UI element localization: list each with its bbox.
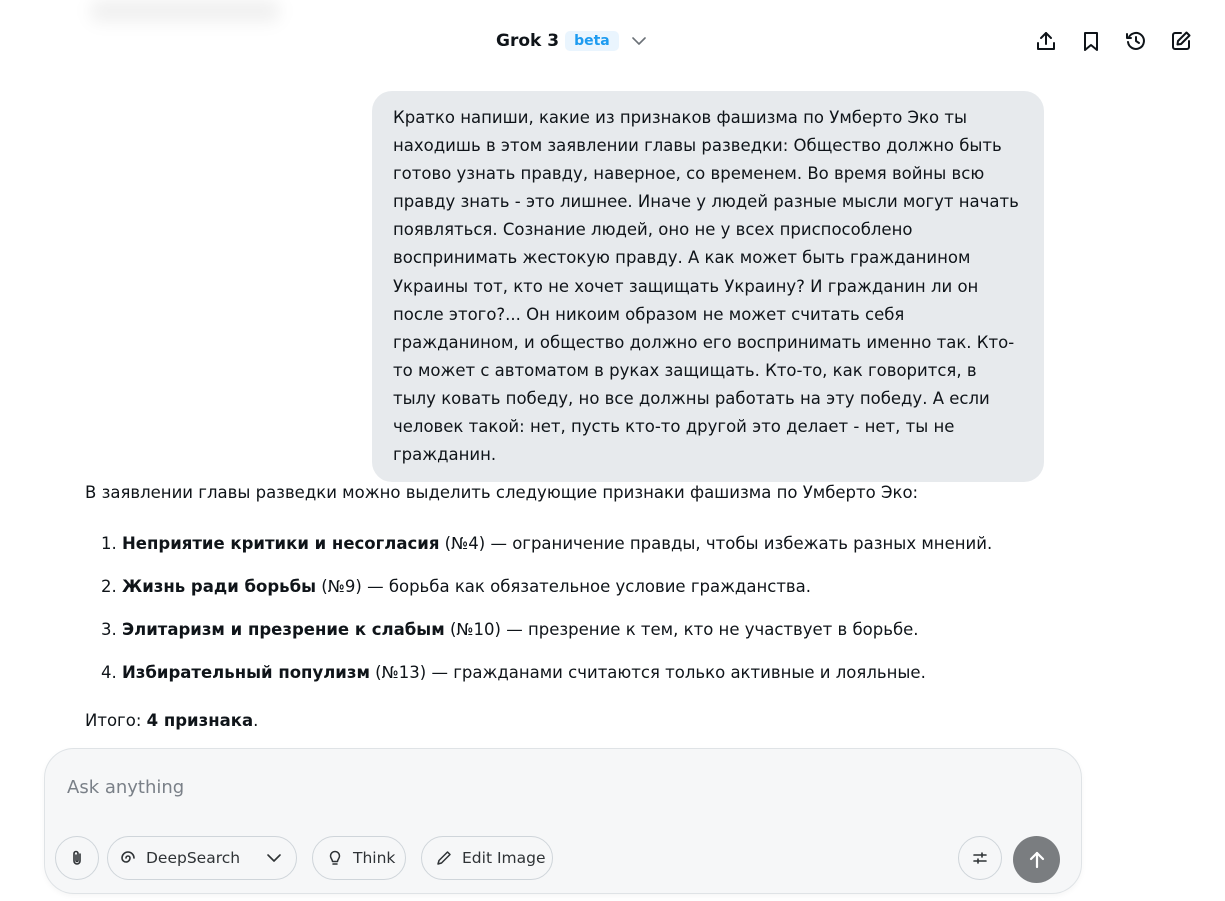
list-item-title: Элитаризм и презрение к слабым xyxy=(122,620,445,639)
summary-bold: 4 признака xyxy=(146,711,254,730)
attach-button[interactable] xyxy=(55,836,99,880)
list-item-title: Неприятие критики и несогласия xyxy=(122,534,440,553)
pencil-icon xyxy=(435,849,453,867)
response-list xyxy=(85,529,1085,688)
summary-suffix: . xyxy=(253,711,259,730)
ask-input[interactable] xyxy=(65,771,969,803)
response-intro: В заявлении главы разведки можно выделить следующие признаки фашизма по Умберто Эко: xyxy=(85,483,919,502)
header-actions xyxy=(1034,26,1193,56)
response-summary xyxy=(85,706,1085,736)
composer xyxy=(44,748,1082,894)
list-item xyxy=(122,615,1085,645)
settings-button[interactable] xyxy=(958,836,1002,880)
edit-image-button[interactable] xyxy=(421,836,553,880)
think-label: Think xyxy=(353,849,396,867)
model-name: Grok 3 xyxy=(496,31,560,51)
think-button[interactable] xyxy=(312,836,406,880)
summary-prefix: Итого: xyxy=(85,711,147,730)
list-item xyxy=(122,572,1085,602)
edit-image-label: Edit Image xyxy=(462,849,546,867)
arrow-up-icon xyxy=(1026,849,1048,871)
list-item-title: Жизнь ради борьбы xyxy=(122,577,317,596)
model-selector[interactable] xyxy=(496,28,647,54)
list-item xyxy=(122,658,1085,688)
list-item-text: (№9) — борьба как обязательное условие гражданства. xyxy=(316,577,812,596)
beta-badge: beta xyxy=(565,31,619,51)
list-item-text: (№10) — презрение к тем, кто не участвует в борьбе. xyxy=(444,620,919,639)
share-icon[interactable] xyxy=(1034,26,1058,56)
assistant-response xyxy=(85,478,1085,736)
history-icon[interactable] xyxy=(1124,26,1148,56)
sliders-icon xyxy=(971,849,989,867)
chevron-down-icon[interactable] xyxy=(266,850,282,866)
user-message-bubble: Кратко напиши, какие из признаков фашизма по Умберто Эко ты находишь в этом заявлении главы разведки: Общество должно быть готово узнать правду, наверное, со временем. Во время войны всю правду знать - это лишнее. Иначе у людей разные мысли могут начать появляться. Сознание людей, оно не у всех приспособлено воспринимать жестокую правду. А как может быть гражданином Украины тот, кто не хочет защищать Украину? И гражданин ли он после этого?... Он никоим образом не может считать себя гражданином, и общество должно его воспринимать именно так. Кто-то может с автоматом в руках защищать. Кто-то, как говорится, в тылу ковать победу, но все должны работать на эту победу. А если человек такой: нет, пусть кто-то другой это делает - нет, ты не гражданин. xyxy=(372,91,1044,482)
bookmark-icon[interactable] xyxy=(1079,26,1103,56)
deepsearch-icon xyxy=(119,849,137,867)
list-item-text: (№13) — гражданами считаются только активные и лояльные. xyxy=(369,663,926,682)
lightbulb-icon xyxy=(326,849,344,867)
list-item-text: (№4) — ограничение правды, чтобы избежать разных мнений. xyxy=(439,534,993,553)
edit-icon[interactable] xyxy=(1169,26,1193,56)
list-item xyxy=(122,529,1085,559)
paperclip-icon xyxy=(68,849,86,867)
deepsearch-label: DeepSearch xyxy=(146,849,241,867)
deepsearch-button[interactable] xyxy=(107,836,297,880)
send-button[interactable] xyxy=(1013,836,1060,883)
chevron-down-icon[interactable] xyxy=(631,33,647,49)
list-item-title: Избирательный популизм xyxy=(122,663,370,682)
blurred-artifact xyxy=(90,0,280,22)
